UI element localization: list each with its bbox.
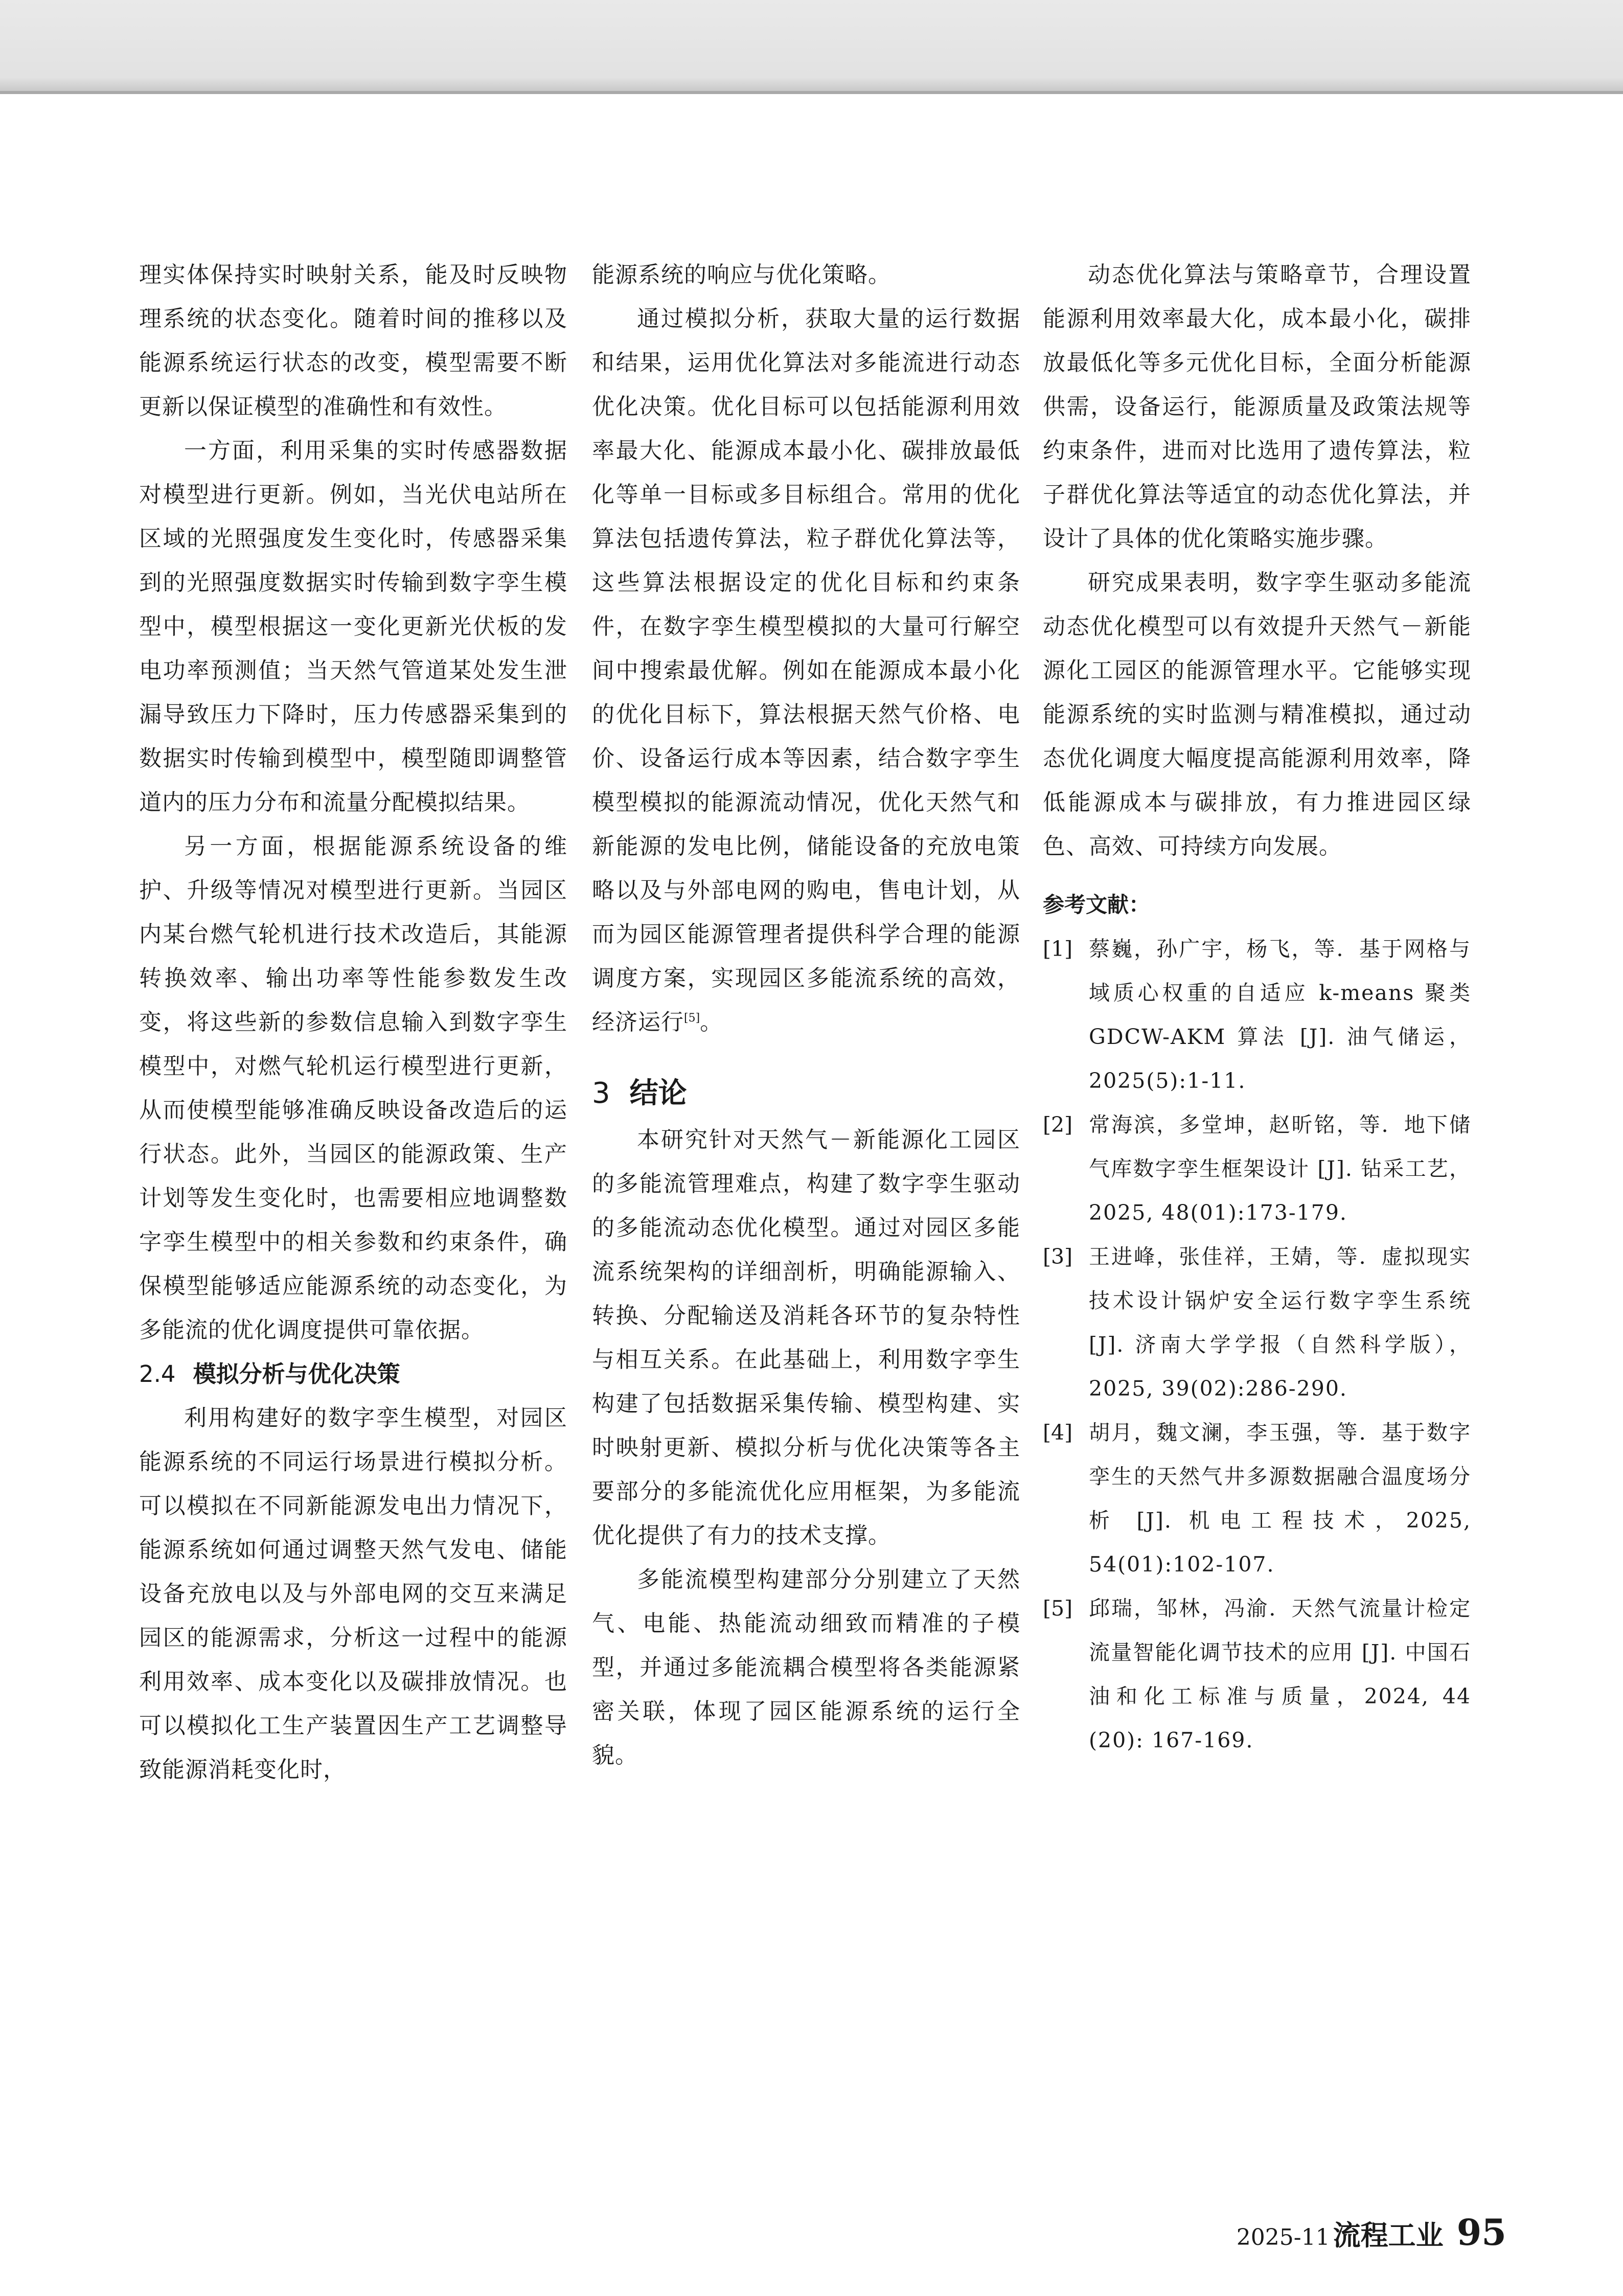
page-footer <box>1237 2211 1506 2254</box>
paragraph <box>592 297 1020 1044</box>
reference-item <box>1043 927 1471 1103</box>
section-number: 3 <box>592 1077 610 1110</box>
reference-item <box>1043 1586 1471 1762</box>
reference-text: 常海滨，多堂坤，赵昕铭，等．地下储气库数字孪生框架设计 [J]. 钻采工艺，2025, 48(01):173-179. <box>1089 1112 1471 1225</box>
paragraph-end: 。 <box>700 1009 723 1035</box>
paragraph: 一方面，利用采集的实时传感器数据对模型进行更新。例如，当光伏电站所在区域的光照强度发生变化时，传感器采集到的光照强度数据实时传输到数字孪生模型中，模型根据这一变化更新光伏板的发电功率预测值；当天然气管道某处发生泄漏导致压力下降时，压力传感器采集到的数据实时传输到模型中，模型随即调整管道内的压力分布和流量分配模拟结果。 <box>139 438 567 815</box>
references-heading: 参考文献： <box>1043 892 1151 917</box>
journal-name: 流程工业 <box>1333 2219 1444 2252</box>
text-column-left <box>139 253 567 1792</box>
paragraph: 利用构建好的数字孪生模型，对园区能源系统的不同运行场景进行模拟分析。可以模拟在不同新能源发电出力情况下，能源系统如何通过调整天然气发电、储能设备充放电以及与外部电网的交互来满足园区的能源需求，分析这一过程中的能源利用效率、成本变化以及碳排放情况。也可以模拟化工生产装置因生产工艺调整导致能源消耗变化时， <box>139 1405 567 1783</box>
reference-list <box>1043 927 1471 1762</box>
reference-text: 邱瑞，邹林，冯渝．天然气流量计检定流量智能化调节技术的应用 [J]. 中国石油和化工标准与质量，2024, 44 (20): 167-169. <box>1089 1596 1471 1753</box>
reference-number: [5] <box>1043 1596 1073 1621</box>
section-title: 结论 <box>629 1077 687 1110</box>
section-heading-3 <box>592 1069 1020 1118</box>
reference-number: [3] <box>1043 1244 1073 1269</box>
reference-number: [1] <box>1043 937 1073 961</box>
section-title: 模拟分析与优化决策 <box>193 1360 400 1388</box>
paragraph: 多能流模型构建部分分别建立了天然气、电能、热能流动细致而精准的子模型，并通过多能流耦合模型将各类能源紧密关联，体现了园区能源系统的运行全貌。 <box>592 1566 1020 1768</box>
paragraph: 能源系统的响应与优化策略。 <box>592 262 891 288</box>
paragraph: 本研究针对天然气－新能源化工园区的多能流管理难点，构建了数字孪生驱动的多能流动态优化模型。通过对园区多能流系统架构的详细剖析，明确能源输入、转换、分配输送及消耗各环节的复杂特性与相互关系。在此基础上，利用数字孪生构建了包括数据采集传输、模型构建、实时映射更新、模拟分析与优化决策等各主要部分的多能流优化应用框架，为多能流优化提供了有力的技术支撑。 <box>592 1127 1020 1549</box>
page-header-band <box>0 0 1623 94</box>
reference-text: 蔡巍，孙广宇，杨飞，等．基于网格与域质心权重的自适应 k-means 聚类 GDCW-AKM 算法 [J]. 油气储运，2025(5):1-11. <box>1089 937 1471 1093</box>
section-heading-2-4 <box>139 1352 567 1396</box>
text-column-middle <box>592 253 1020 1778</box>
reference-item <box>1043 1103 1471 1235</box>
issue-label: 2025-11 <box>1236 2224 1330 2250</box>
text-column-right <box>1043 253 1471 1762</box>
section-number: 2.4 <box>139 1360 176 1388</box>
reference-number: [4] <box>1043 1420 1073 1445</box>
paragraph: 另一方面，根据能源系统设备的维护、升级等情况对模型进行更新。当园区内某台燃气轮机进行技术改造后，其能源转换效率、输出功率等性能参数发生改变，将这些新的参数信息输入到数字孪生模型中，对燃气轮机运行模型进行更新，从而使模型能够准确反映设备改造后的运行状态。此外，当园区的能源政策、生产计划等发生变化时，也需要相应地调整数字孪生模型中的相关参数和约束条件，确保模型能够适应能源系统的动态变化，为多能流的优化调度提供可靠依据。 <box>139 833 567 1343</box>
reference-text: 胡月，魏文澜，李玉强，等．基于数字孪生的天然气井多源数据融合温度场分析 [J]. 机电工程技术，2025, 54(01):102-107. <box>1089 1420 1471 1577</box>
reference-number: [2] <box>1043 1112 1073 1137</box>
reference-item <box>1043 1235 1471 1411</box>
paragraph-text: 通过模拟分析，获取大量的运行数据和结果，运用优化算法对多能流进行动态优化决策。优化目标可以包括能源利用效率最大化、能源成本最小化、碳排放最低化等单一目标或多目标组合。常用的优化算法包括遗传算法，粒子群优化算法等，这些算法根据设定的优化目标和约束条件，在数字孪生模型模拟的大量可行解空间中搜索最优解。例如在能源成本最小化的优化目标下，算法根据天然气价格、电价、设备运行成本等因素，结合数字孪生模型模拟的能源流动情况，优化天然气和新能源的发电比例，储能设备的充放电策略以及与外部电网的购电，售电计划，从而为园区能源管理者提供科学合理的能源调度方案，实现园区多能流系统的高效，经济运行 <box>592 306 1020 1035</box>
citation-marker: [5] <box>684 1012 700 1025</box>
reference-text: 王进峰，张佳祥，王婧，等．虚拟现实技术设计锅炉安全运行数字孪生系统 [J]. 济南大学学报（自然科学版），2025, 39(02):286-290. <box>1089 1244 1471 1401</box>
paragraph: 动态优化算法与策略章节，合理设置能源利用效率最大化，成本最小化，碳排放最低化等多元优化目标，全面分析能源供需，设备运行，能源质量及政策法规等约束条件，进而对比选用了遗传算法，粒子群优化算法等适宜的动态优化算法，并设计了具体的优化策略实施步骤。 <box>1043 262 1471 552</box>
paragraph: 理实体保持实时映射关系，能及时反映物理系统的状态变化。随着时间的推移以及能源系统运行状态的改变，模型需要不断更新以保证模型的准确性和有效性。 <box>139 262 567 420</box>
reference-item <box>1043 1411 1471 1586</box>
paragraph: 研究成果表明，数字孪生驱动多能流动态优化模型可以有效提升天然气－新能源化工园区的能源管理水平。它能够实现能源系统的实时监测与精准模拟，通过动态优化调度大幅度提高能源利用效率，降低能源成本与碳排放，有力推进园区绿色、高效、可持续方向发展。 <box>1043 570 1471 859</box>
page-number: 95 <box>1456 2211 1506 2254</box>
